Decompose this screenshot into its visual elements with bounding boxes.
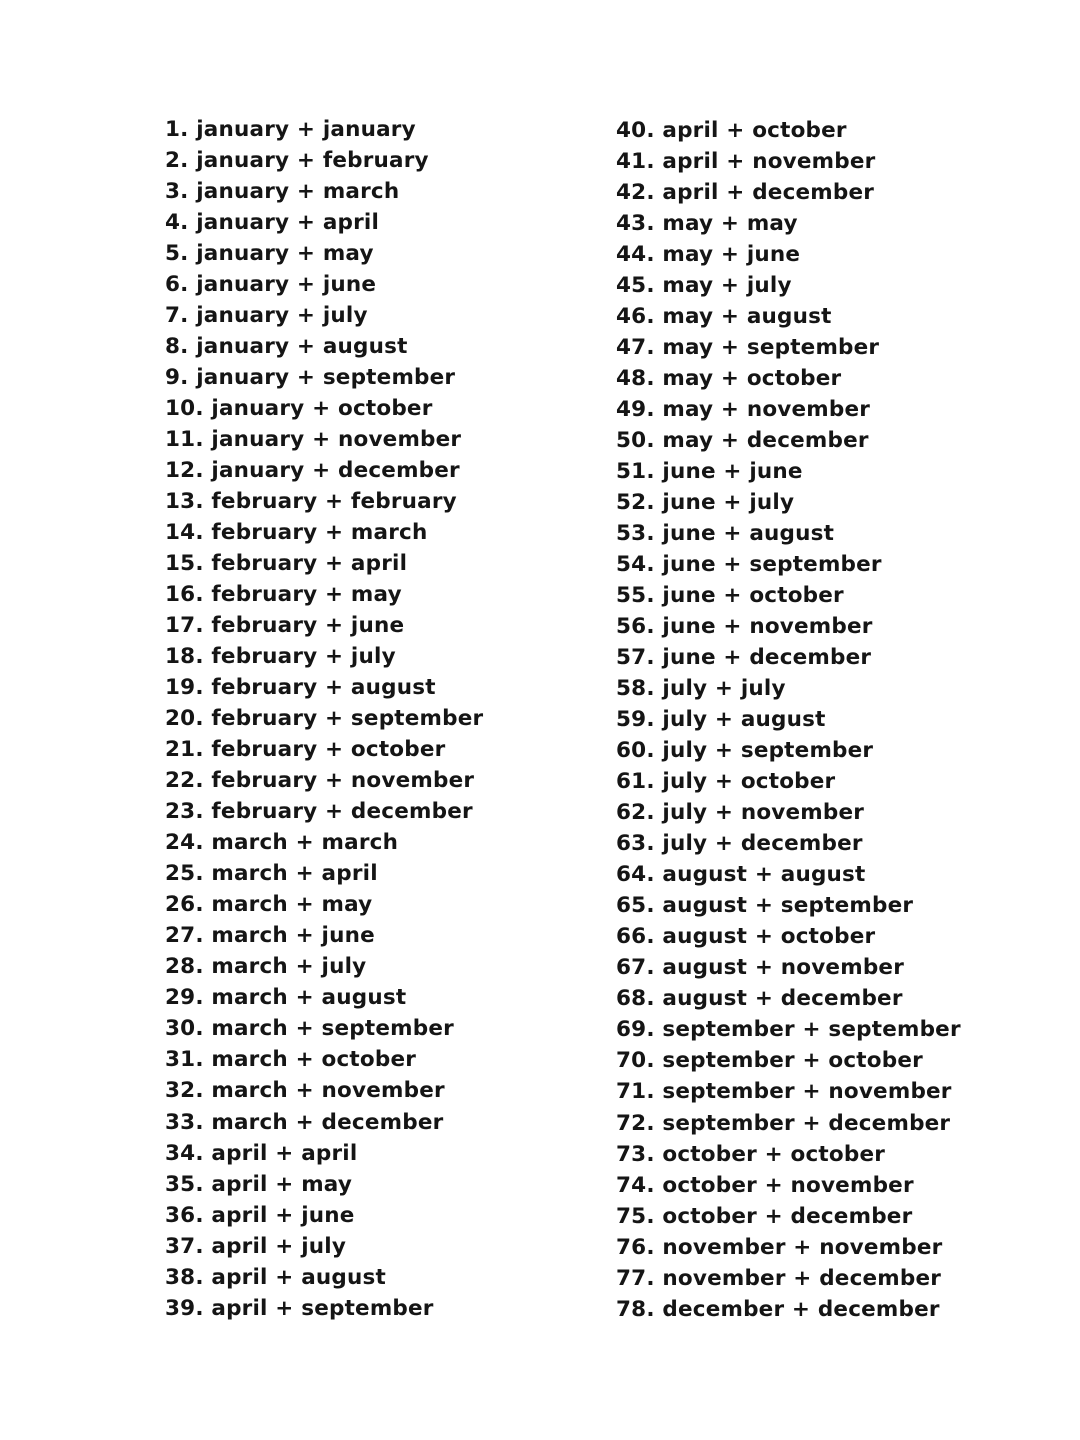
list-item: 13. february + february (165, 489, 457, 515)
list-item: 23. february + december (165, 799, 473, 825)
list-item: 54. june + september (616, 552, 882, 578)
list-item: 66. august + october (616, 924, 876, 950)
list-item: 24. march + march (165, 830, 399, 856)
list-item: 30. march + september (165, 1016, 454, 1042)
right-column-list (616, 115, 1056, 1325)
list-item: 49. may + november (616, 397, 871, 423)
list-item: 41. april + november (616, 149, 876, 175)
list-item: 58. july + july (616, 676, 786, 702)
list-item: 15. february + april (165, 551, 408, 577)
list-item: 75. october + december (616, 1203, 913, 1229)
list-item: 29. march + august (165, 985, 407, 1011)
list-item: 43. may + may (616, 211, 798, 237)
list-item: 45. may + july (616, 273, 792, 299)
list-item: 10. january + october (165, 396, 433, 422)
list-item: 31. march + october (165, 1047, 417, 1073)
list-item: 46. may + august (616, 304, 832, 330)
list-item: 63. july + december (616, 831, 863, 857)
list-item: 59. july + august (616, 707, 826, 733)
list-item: 77. november + december (616, 1265, 942, 1291)
list-item: 48. may + october (616, 366, 842, 392)
list-item: 4. january + april (165, 210, 380, 236)
list-item: 36. april + june (165, 1202, 355, 1228)
list-item: 22. february + november (165, 768, 475, 794)
left-column-list (165, 114, 585, 1324)
list-item: 78. december + december (616, 1296, 940, 1322)
list-item: 57. june + december (616, 645, 872, 671)
list-item: 17. february + june (165, 613, 405, 639)
list-item: 1. january + january (165, 117, 416, 142)
list-item: 44. may + june (616, 242, 801, 268)
list-item: 18. february + july (165, 644, 396, 670)
list-item: 65. august + september (616, 893, 914, 919)
list-item: 67. august + november (616, 955, 904, 981)
list-item: 76. november + november (616, 1234, 943, 1260)
list-item: 11. january + november (165, 427, 462, 453)
list-item: 51. june + june (616, 459, 803, 485)
list-item: 71. september + november (616, 1079, 952, 1105)
list-item: 8. january + august (165, 334, 408, 360)
list-item: 39. april + september (165, 1295, 434, 1321)
list-item: 68. august + december (616, 986, 903, 1012)
list-item: 40. april + october (616, 118, 847, 143)
list-item: 52. june + july (616, 490, 795, 516)
list-item: 25. march + april (165, 861, 378, 887)
list-item: 2. january + february (165, 148, 429, 174)
list-item: 9. january + september (165, 365, 456, 391)
list-item: 73. october + october (616, 1141, 886, 1167)
list-item: 61. july + october (616, 769, 836, 795)
list-item: 53. june + august (616, 521, 835, 547)
list-item: 37. april + july (165, 1233, 347, 1259)
list-item: 32. march + november (165, 1078, 445, 1104)
list-item: 16. february + may (165, 582, 402, 608)
list-item: 5. january + may (165, 241, 374, 267)
list-item: 74. october + november (616, 1172, 914, 1198)
list-item: 72. september + december (616, 1110, 951, 1136)
list-item: 70. september + october (616, 1048, 923, 1074)
list-item: 21. february + october (165, 737, 446, 763)
list-item: 35. april + may (165, 1171, 353, 1197)
list-item: 38. april + august (165, 1264, 386, 1290)
list-item: 50. may + december (616, 428, 869, 454)
list-item: 6. january + june (165, 272, 377, 298)
list-item: 7. january + july (165, 303, 368, 329)
list-item: 12. january + december (165, 458, 460, 484)
list-item: 64. august + august (616, 862, 866, 888)
list-item: 19. february + august (165, 675, 436, 701)
list-item: 69. september + september (616, 1017, 961, 1043)
list-item: 14. february + march (165, 520, 428, 546)
list-item: 34. april + april (165, 1140, 358, 1166)
list-item: 42. april + december (616, 180, 875, 206)
list-item: 55. june + october (616, 583, 844, 609)
list-item: 60. july + september (616, 738, 874, 764)
list-item: 27. march + june (165, 923, 375, 949)
list-item: 26. march + may (165, 892, 373, 918)
list-item: 3. january + march (165, 179, 400, 205)
list-item: 33. march + december (165, 1109, 444, 1135)
list-item: 62. july + november (616, 800, 865, 826)
list-item: 28. march + july (165, 954, 367, 980)
list-item: 47. may + september (616, 335, 880, 361)
list-item: 56. june + november (616, 614, 873, 640)
list-item: 20. february + september (165, 706, 484, 732)
